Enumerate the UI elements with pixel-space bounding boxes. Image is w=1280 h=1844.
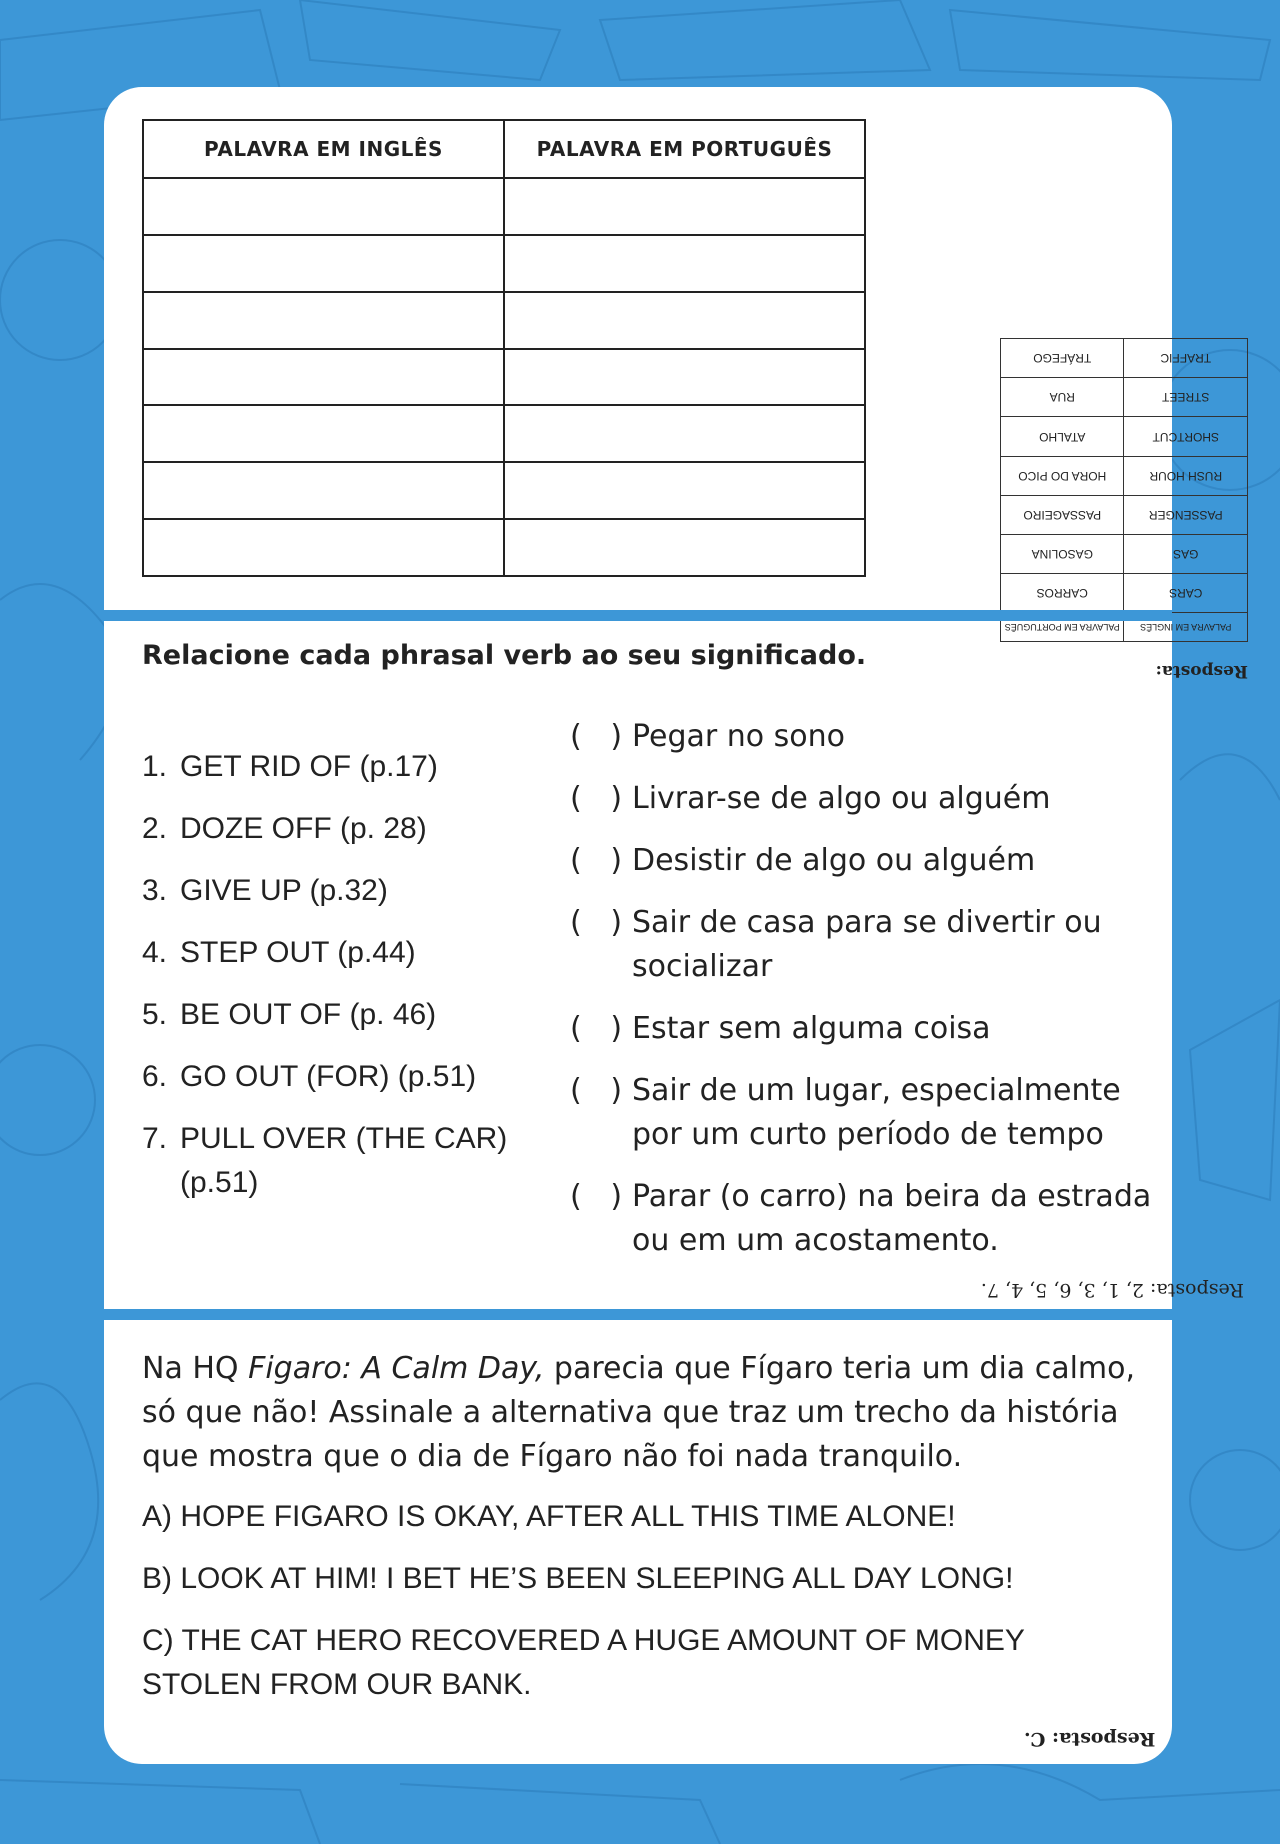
item-text: GET RID OF (p.17): [180, 750, 438, 783]
item-number: 5.: [142, 998, 168, 1031]
item-text: PULL OVER (THE CAR) (p.51): [180, 1122, 508, 1199]
comic-title: Figaro: A Calm Day,: [248, 1351, 545, 1386]
question-options: [142, 1495, 1142, 1725]
answer-blank[interactable]: ( ): [570, 905, 623, 940]
answer-cell[interactable]: [504, 178, 865, 235]
item-text: Livrar-se de algo ou alguém: [632, 781, 1051, 816]
answer-cell[interactable]: [143, 235, 504, 292]
answer-cell[interactable]: [143, 349, 504, 406]
answer-key-cell: TRÁFEGO: [1001, 339, 1125, 378]
question-paragraph: [142, 1347, 1142, 1479]
answer-label: Resposta:: [1155, 661, 1248, 681]
list-item: [142, 807, 522, 851]
list-item: [570, 777, 1160, 821]
answer-key-cell: CARS: [1124, 574, 1248, 613]
list-item: [570, 901, 1160, 989]
answer-key-cell: TRAFFIC: [1124, 339, 1248, 378]
item-text: DOZE OFF (p. 28): [180, 812, 427, 845]
answer-blank[interactable]: ( ): [570, 1179, 623, 1214]
item-text: Estar sem alguma coisa: [632, 1011, 991, 1046]
answer-key-cell: GAS: [1124, 534, 1248, 573]
item-text: STEP OUT (p.44): [180, 936, 416, 969]
answer-key-cell: RUSH HOUR: [1124, 456, 1248, 495]
list-item: [142, 993, 522, 1037]
answer-cell[interactable]: [504, 462, 865, 519]
answer-cell[interactable]: [143, 178, 504, 235]
list-item: [142, 931, 522, 975]
answer-blank[interactable]: ( ): [570, 1073, 623, 1108]
answer-key-table: [1000, 338, 1248, 642]
answer-key-cell: CARROS: [1001, 574, 1125, 613]
answer-key-cell: SHORTCUT: [1124, 417, 1248, 456]
answer-cell[interactable]: [143, 519, 504, 576]
answer-blank[interactable]: ( ): [570, 843, 623, 878]
question-answer: Resposta: C.: [1024, 1728, 1156, 1750]
answer-cell[interactable]: [143, 462, 504, 519]
vocabulary-table: [142, 119, 866, 577]
answer-key-cell: HORA DO PICO: [1001, 456, 1125, 495]
list-item: [570, 1175, 1160, 1263]
answer-cell[interactable]: [504, 519, 865, 576]
item-number: 3.: [142, 874, 168, 907]
section-divider: [104, 1309, 1172, 1320]
answer-cell[interactable]: [504, 235, 865, 292]
matching-answer: Resposta: 2, 1, 3, 6, 5, 4, 7.: [980, 1279, 1244, 1301]
answer-cell[interactable]: [143, 405, 504, 462]
list-item: [142, 869, 522, 913]
meaning-list: [570, 715, 1160, 1281]
answer-key-cell: PASSENGER: [1124, 495, 1248, 534]
column-header-portuguese: PALAVRA EM PORTUGUÊS: [504, 120, 865, 178]
option-b[interactable]: B) LOOK AT HIM! I BET HE’S BEEN SLEEPING ALL DAY LONG!: [142, 1562, 1014, 1595]
worksheet-card: [104, 87, 1248, 1764]
column-header-english: PALAVRA EM INGLÊS: [143, 120, 504, 178]
matching-instruction: Relacione cada phrasal verb ao seu significado.: [142, 640, 867, 671]
answer-blank[interactable]: ( ): [570, 719, 623, 754]
answer-key-header: PALAVRA EM PORTUGUÊS: [1001, 613, 1125, 642]
option-a[interactable]: A) HOPE FIGARO IS OKAY, AFTER ALL THIS TIME ALONE!: [142, 1500, 956, 1533]
answer-key-cell: PASSAGEIRO: [1001, 495, 1125, 534]
item-number: 1.: [142, 750, 168, 783]
list-item: [570, 1069, 1160, 1157]
list-item: [570, 1007, 1160, 1051]
list-item: [570, 839, 1160, 883]
list-item: [142, 1117, 522, 1205]
answer-cell[interactable]: [504, 292, 865, 349]
item-text: Sair de um lugar, especialmente por um curto período de tempo: [632, 1073, 1121, 1152]
item-text: GO OUT (FOR) (p.51): [180, 1060, 477, 1093]
item-text: GIVE UP (p.32): [180, 874, 388, 907]
answer-blank[interactable]: ( ): [570, 781, 623, 816]
item-number: 7.: [142, 1122, 168, 1155]
option-c[interactable]: C) THE CAT HERO RECOVERED A HUGE AMOUNT OF MONEY STOLEN FROM OUR BANK.: [142, 1624, 1025, 1701]
answer-cell[interactable]: [504, 349, 865, 406]
item-text: BE OUT OF (p. 46): [180, 998, 437, 1031]
item-text: Sair de casa para se divertir ou socializar: [632, 905, 1102, 984]
item-number: 6.: [142, 1060, 168, 1093]
answer-key-cell: STREET: [1124, 378, 1248, 417]
answer-key-cell: ATALHO: [1001, 417, 1125, 456]
answer-cell[interactable]: [504, 405, 865, 462]
answer-key-cell: RUA: [1001, 378, 1125, 417]
item-text: Pegar no sono: [632, 719, 846, 754]
item-text: Desistir de algo ou alguém: [632, 843, 1036, 878]
list-item: [570, 715, 1160, 759]
item-number: 4.: [142, 936, 168, 969]
answer-cell[interactable]: [143, 292, 504, 349]
answer-key-header: PALAVRA EM INGLÊS: [1124, 613, 1248, 642]
list-item: [142, 1055, 522, 1099]
item-text: Parar (o carro) na beira da estrada ou em um acostamento.: [632, 1179, 1152, 1258]
question-text: parecia que Fígaro teria um dia calmo, só que não! Assinale a alternativa que traz um trecho da história que mostra que o dia de Fígaro não foi nada tranquilo.: [142, 1351, 1136, 1474]
section-divider: [104, 610, 1172, 621]
answer-key-cell: GASOLINA: [1001, 534, 1125, 573]
item-number: 2.: [142, 812, 168, 845]
phrasal-verb-list: [142, 745, 522, 1223]
question-intro: Na HQ: [142, 1351, 249, 1386]
list-item: [142, 745, 522, 789]
answer-blank[interactable]: ( ): [570, 1011, 623, 1046]
